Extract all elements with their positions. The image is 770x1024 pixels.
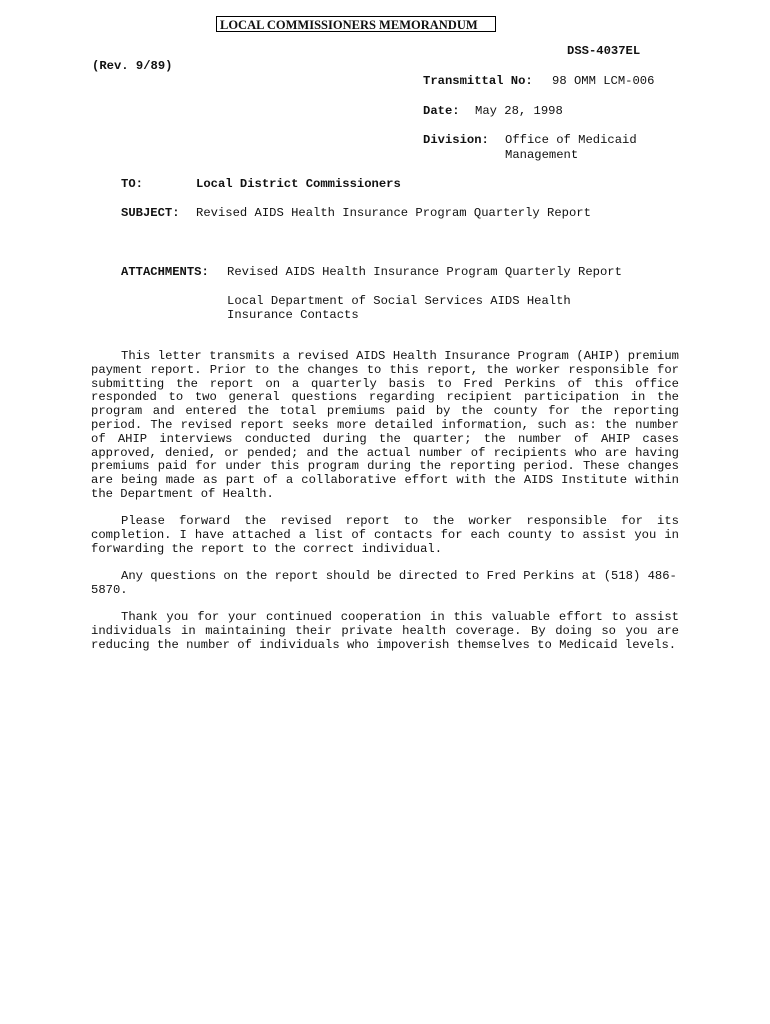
revision-label: (Rev. 9/89) bbox=[92, 59, 173, 73]
body-paragraph-1: This letter transmits a revised AIDS Health Insurance Program (AHIP) premium payment report. Prior to the changes to this report, the worker responsible for submitting the report on a quarterly basis to Fred Perkins of this office responded to two general questions regarding recipient participation in the program and entered the total premiums paid by the county for the reporting period. The revised report seeks more detailed information, such as: the number of AHIP interviews conducted during the quarter; the number of AHIP cases approved, denied, or pended; and the actual number of recipients who are having premiums paid for under this program during the reporting period. These changes are being made as part of a collaborative effort with the AIDS Institute within the Department of Health. bbox=[91, 349, 679, 501]
transmittal-value: 98 OMM LCM-006 bbox=[552, 74, 655, 88]
memo-title: LOCAL COMMISSIONERS MEMORANDUM bbox=[216, 16, 496, 32]
body-paragraph-2: Please forward the revised report to the worker responsible for its completion. I have attached a list of contacts for each county to assist you in forwarding the report to the correct individual. bbox=[91, 514, 679, 556]
subject-label: SUBJECT: bbox=[121, 206, 180, 220]
to-label: TO: bbox=[121, 177, 143, 191]
date-value: May 28, 1998 bbox=[475, 104, 563, 118]
form-number: DSS-4037EL bbox=[567, 44, 641, 58]
division-value-line1: Office of Medicaid bbox=[505, 133, 637, 147]
attachment-2-line1: Local Department of Social Services AIDS Health bbox=[227, 294, 571, 308]
body-paragraph-3: Any questions on the report should be directed to Fred Perkins at (518) 486-5870. bbox=[91, 569, 677, 597]
date-label: Date: bbox=[423, 104, 460, 118]
attachments-label: ATTACHMENTS: bbox=[121, 265, 209, 279]
division-value-line2: Management bbox=[505, 148, 579, 162]
subject-value: Revised AIDS Health Insurance Program Quarterly Report bbox=[196, 206, 591, 220]
body-paragraph-4: Thank you for your continued cooperation in this valuable effort to assist individuals in maintaining their private health coverage. By doing so you are reducing the number of individuals who impoverish themselves to Medicaid levels. bbox=[91, 610, 679, 652]
division-label: Division: bbox=[423, 133, 489, 147]
attachment-1: Revised AIDS Health Insurance Program Quarterly Report bbox=[227, 265, 622, 279]
attachment-2-line2: Insurance Contacts bbox=[227, 308, 359, 322]
to-value: Local District Commissioners bbox=[196, 177, 401, 191]
transmittal-label: Transmittal No: bbox=[423, 74, 533, 88]
